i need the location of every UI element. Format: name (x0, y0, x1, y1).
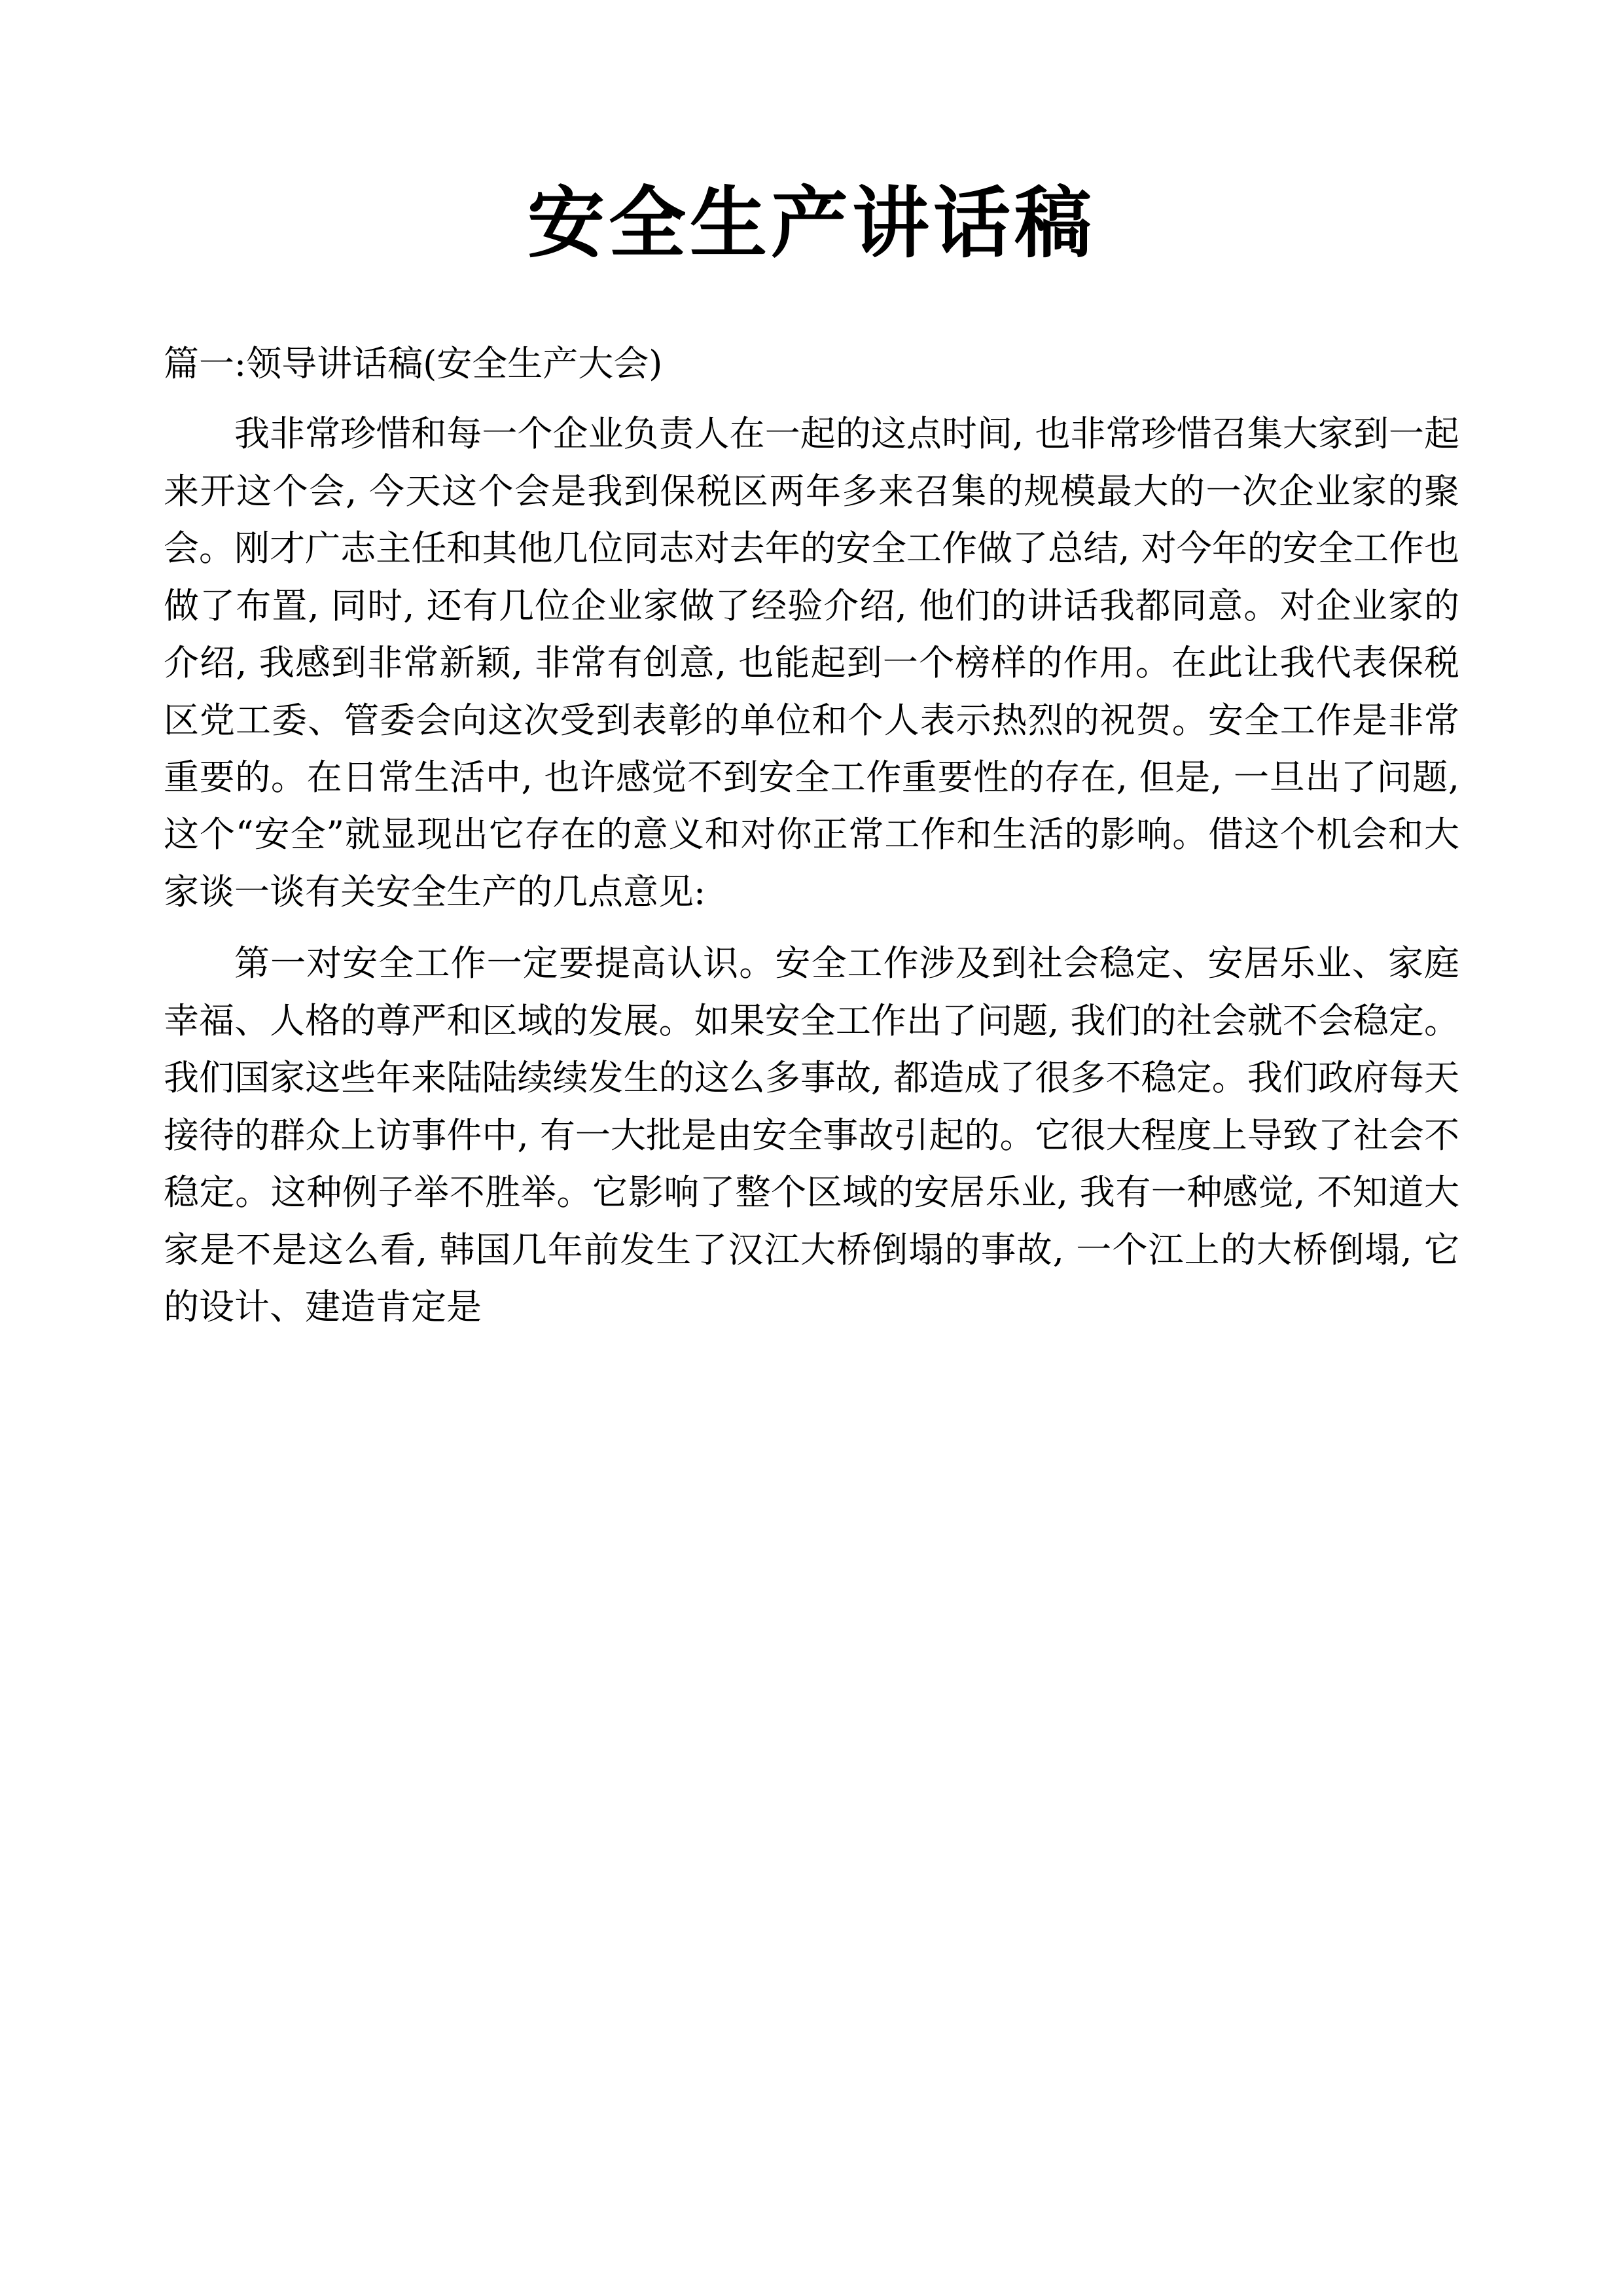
body-paragraph: 我非常珍惜和每一个企业负责人在一起的这点时间, 也非常珍惜召集大家到一起来开这个会, 今天这个会是我到保税区两年多来召集的规模最大的一次企业家的聚会。刚才广志主任和其他几位同志对去年的安全工作做了总结, 对今年的安全工作也做了布置, 同时, 还有几位企业家做了经验介绍, 他们的讲话我都同意。对企业家的介绍, 我感到非常新颖, 非常有创意, 也能起到一个榜样的作用。在此让我代表保税区党工委、管委会向这次受到表彰的单位和个人表示热烈的祝贺。安全工作是非常重要的。在日常生活中, 也许感觉不到安全工作重要性的存在, 但是, 一旦出了问题, 这个“安全”就显现出它存在的意义和对你正常工作和生活的影响。借这个机会和大家谈一谈有关安全生产的几点意见: (164, 413, 1459, 912)
body-paragraph: 第一对安全工作一定要提高认识。安全工作涉及到社会稳定、安居乐业、家庭幸福、人格的尊严和区域的发展。如果安全工作出了问题, 我们的社会就不会稳定。我们国家这些年来陆陆续续发生的这么多事故, 都造成了很多不稳定。我们政府每天接待的群众上访事件中, 有一大批是由安全事故引起的。它很大程度上导致了社会不稳定。这种例子举不胜举。它影响了整个区域的安居乐业, 我有一种感觉, 不知道大家是不是这么看, 韩国几年前发生了汉江大桥倒塌的事故, 一个江上的大桥倒塌, 它的设计、建造肯定是 (164, 942, 1459, 1328)
page-title: 安全生产讲话稿 (527, 178, 1096, 268)
document-subtitle: 篇一:领导讲话稿(安全生产大会) (164, 342, 663, 384)
document-content (164, 0, 1459, 1336)
